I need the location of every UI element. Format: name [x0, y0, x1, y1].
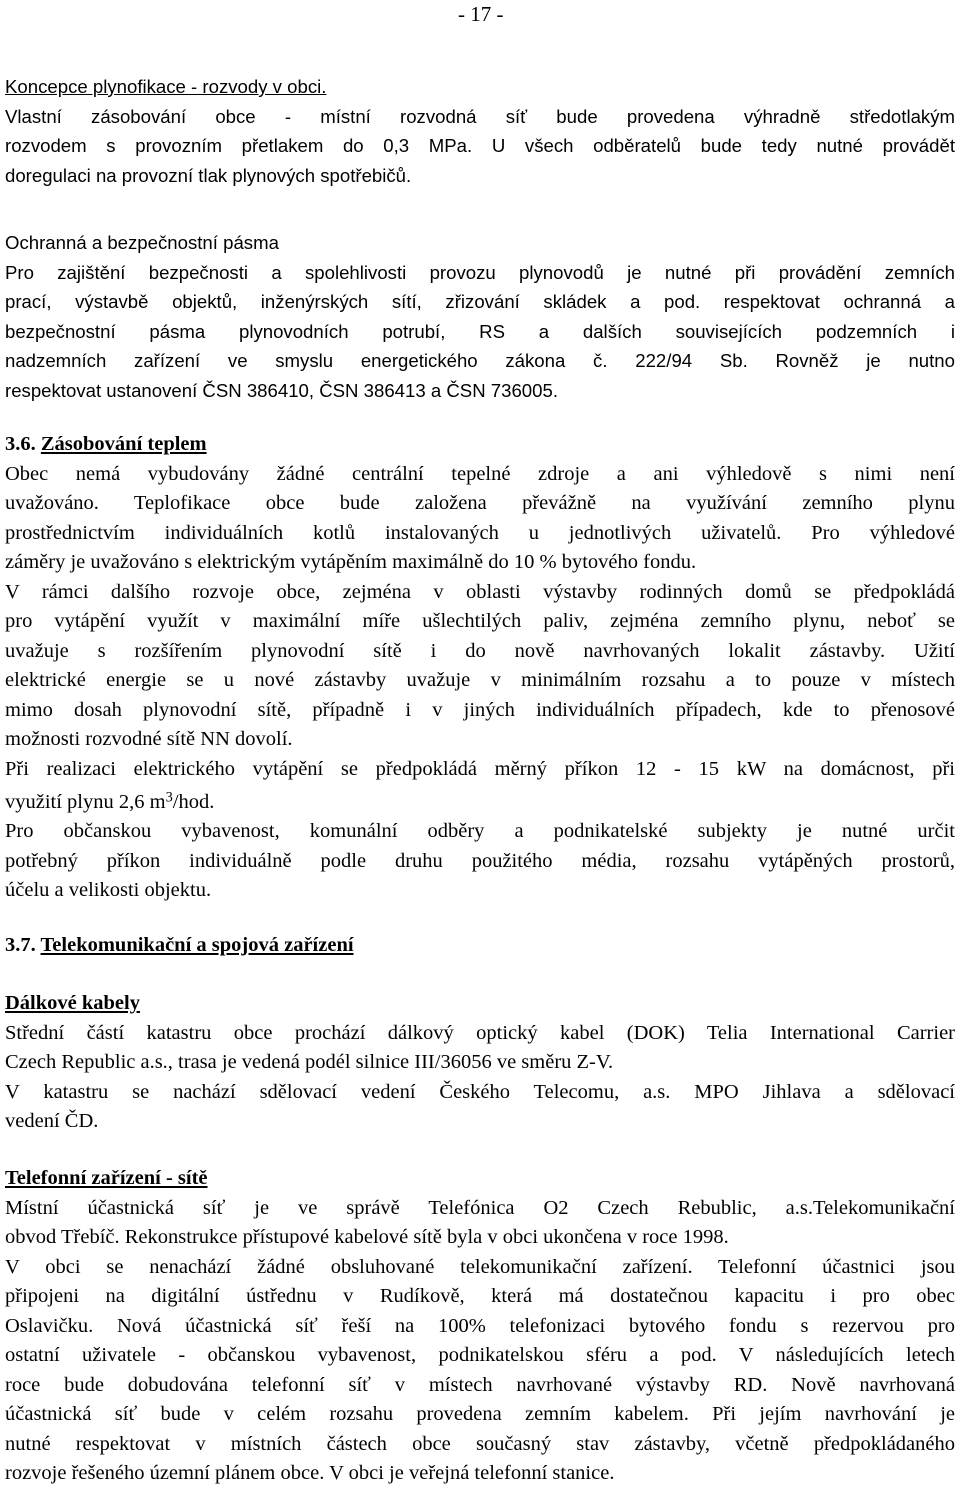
gas-paragraph-line: doregulaci na provozní tlak plynových spotřebičů.	[5, 164, 412, 186]
protection-heading: Ochranná a bezpečnostní pásma	[5, 232, 279, 253]
heat-line-gas-usage	[5, 784, 955, 817]
gas-section	[5, 72, 955, 190]
gas-heading: Koncepce plynofikace - rozvody v obci.	[5, 76, 327, 97]
phone-line: Oslavičku. Nová účastnická síť řeší na 100% telefonizaci bytového fondu s rezervou pro	[5, 1314, 955, 1337]
gas-paragraph-line: rozvodem s provozním přetlakem do 0,3 MPa. U všech odběratelů bude tedy nutné provádět	[5, 135, 955, 156]
heat-number: 3.6.	[5, 433, 36, 455]
heat-line: uvažuje s rozšířením plynovodní sítě i do nově navrhovaných lokalit zástavby. Užití	[5, 639, 955, 662]
protection-line: nadzemních zařízení ve smyslu energetického zákona č. 222/94 Sb. Rovněž je nutno	[5, 350, 955, 371]
gas-usage-unit: /hod.	[172, 791, 215, 813]
gas-usage-text: využití plynu 2,6 m	[5, 791, 166, 813]
cables-section	[5, 989, 955, 1137]
heat-line: účelu a velikosti objektu.	[5, 879, 212, 901]
telecom-number: 3.7.	[5, 934, 36, 956]
heat-line: mimo dosah plynovodní sítě, případně i v jiných individuálních případech, kde to přenosové	[5, 698, 955, 721]
heat-line: elektrické energie se u nové zástavby uvažuje v minimálním rozsahu a to pouze v místech	[5, 669, 955, 691]
heat-line: Pro občanskou vybavenost, komunální odběry a podnikatelské subjekty je nutné určit	[5, 820, 955, 842]
phone-line: rozvoje řešeného územní plánem obce. V obci je veřejná telefonní stanice.	[5, 1462, 615, 1484]
protection-line: prací, výstavbě objektů, inženýrských sítí, zřizování skládek a pod. respektovat ochranná a	[5, 291, 955, 312]
phone-line: Místní účastnická síť je ve správě Telefónica O2 Czech Rebublic, a.s.Telekomunikační	[5, 1196, 955, 1219]
heat-line: Při realizaci elektrického vytápění se předpokládá měrný příkon 12 - 15 kW na domácnost, při	[5, 757, 955, 780]
page-number: - 17 -	[458, 2, 504, 26]
telecom-section	[5, 931, 955, 961]
cables-heading: Dálkové kabely	[5, 992, 140, 1014]
phone-line: obvod Třebíč. Rekonstrukce přístupové kabelové sítě byla v obci ukončena v roce 1998.	[5, 1226, 729, 1248]
cables-line: Czech Republic a.s., trasa je vedená podél silnice III/36056 ve směru Z-V.	[5, 1051, 614, 1073]
cables-line: Střední částí katastru obce prochází dálkový optický kabel (DOK) Telia International Carrier	[5, 1021, 955, 1044]
heat-line: záměry je uvažováno s elektrickým vytápěním maximálně do 10 % bytového fondu.	[5, 551, 697, 573]
protection-line: Pro zajištění bezpečnosti a spolehlivosti provozu plynovodů je nutné při provádění zemních	[5, 261, 955, 283]
heat-title: Zásobování teplem	[40, 433, 207, 455]
heat-line: potřebný příkon individuálně podle druhu použitého média, rozsahu vytápěných prostorů,	[5, 849, 955, 872]
heat-section	[5, 430, 955, 906]
phone-line: V obci se nenachází žádné obsluhované telekomunikační zařízení. Telefonní účastnici jsou	[5, 1255, 955, 1278]
protection-section	[5, 228, 955, 405]
phone-line: nutné respektovat v místních částech obce současný stav zástavby, včetně předpokládaného	[5, 1432, 955, 1455]
heat-line: V rámci dalšího rozvoje obce, zejména v oblasti výstavby rodinných domů se předpokládá	[5, 580, 955, 603]
cables-line: V katastru se nachází sdělovací vedení Českého Telecomu, a.s. MPO Jihlava a sdělovací	[5, 1080, 955, 1103]
heat-line: prostřednictvím individuálních kotlů instalovaných u jednotlivých uživatelů. Pro výhledové	[5, 521, 955, 544]
phone-line: účastnická síť bude v celém rozsahu provedena zemním kabelem. Při jejím navrhování je	[5, 1403, 955, 1425]
gas-paragraph-line: Vlastní zásobování obce - místní rozvodná síť bude provedena výhradně středotlakým	[5, 105, 955, 127]
heat-line: možnosti rozvodné sítě NN dovolí.	[5, 728, 293, 750]
heat-heading	[5, 430, 955, 460]
cubic-superscript: 3	[165, 789, 173, 806]
heat-line: Obec nemá vybudovány žádné centrální tepelné zdroje a ani výhledově s nimi není	[5, 462, 955, 485]
telecom-title: Telekomunikační a spojová zařízení	[40, 934, 354, 956]
telecom-heading	[5, 931, 955, 961]
protection-line: respektovat ustanovení ČSN 386410, ČSN 386413 a ČSN 736005.	[5, 379, 559, 401]
phone-line: ostatní uživatele - občanskou vybavenost, podnikatelskou sféru a pod. V následujících letech	[5, 1344, 955, 1366]
protection-line: bezpečnostní pásma plynovodních potrubí, RS a dalších souvisejících podzemních i	[5, 320, 955, 342]
phone-line: roce bude dobudována telefonní síť v místech navrhované výstavby RD. Nově navrhovaná	[5, 1373, 955, 1396]
cables-line: vedení ČD.	[5, 1110, 99, 1132]
heat-line: pro vytápění využít v maximální míře ušlechtilých paliv, zejména zemního plynu, neboť se	[5, 610, 955, 632]
heat-line: uvažováno. Teplofikace obce bude založena převážně na využívání zemního plynu	[5, 492, 955, 514]
phone-heading: Telefonní zařízení - sítě	[5, 1167, 208, 1189]
phone-line: připojeni na digitální ústřednu v Rudíkově, která má dostatečnou kapacitu i pro obec	[5, 1285, 955, 1307]
phone-section	[5, 1164, 955, 1489]
